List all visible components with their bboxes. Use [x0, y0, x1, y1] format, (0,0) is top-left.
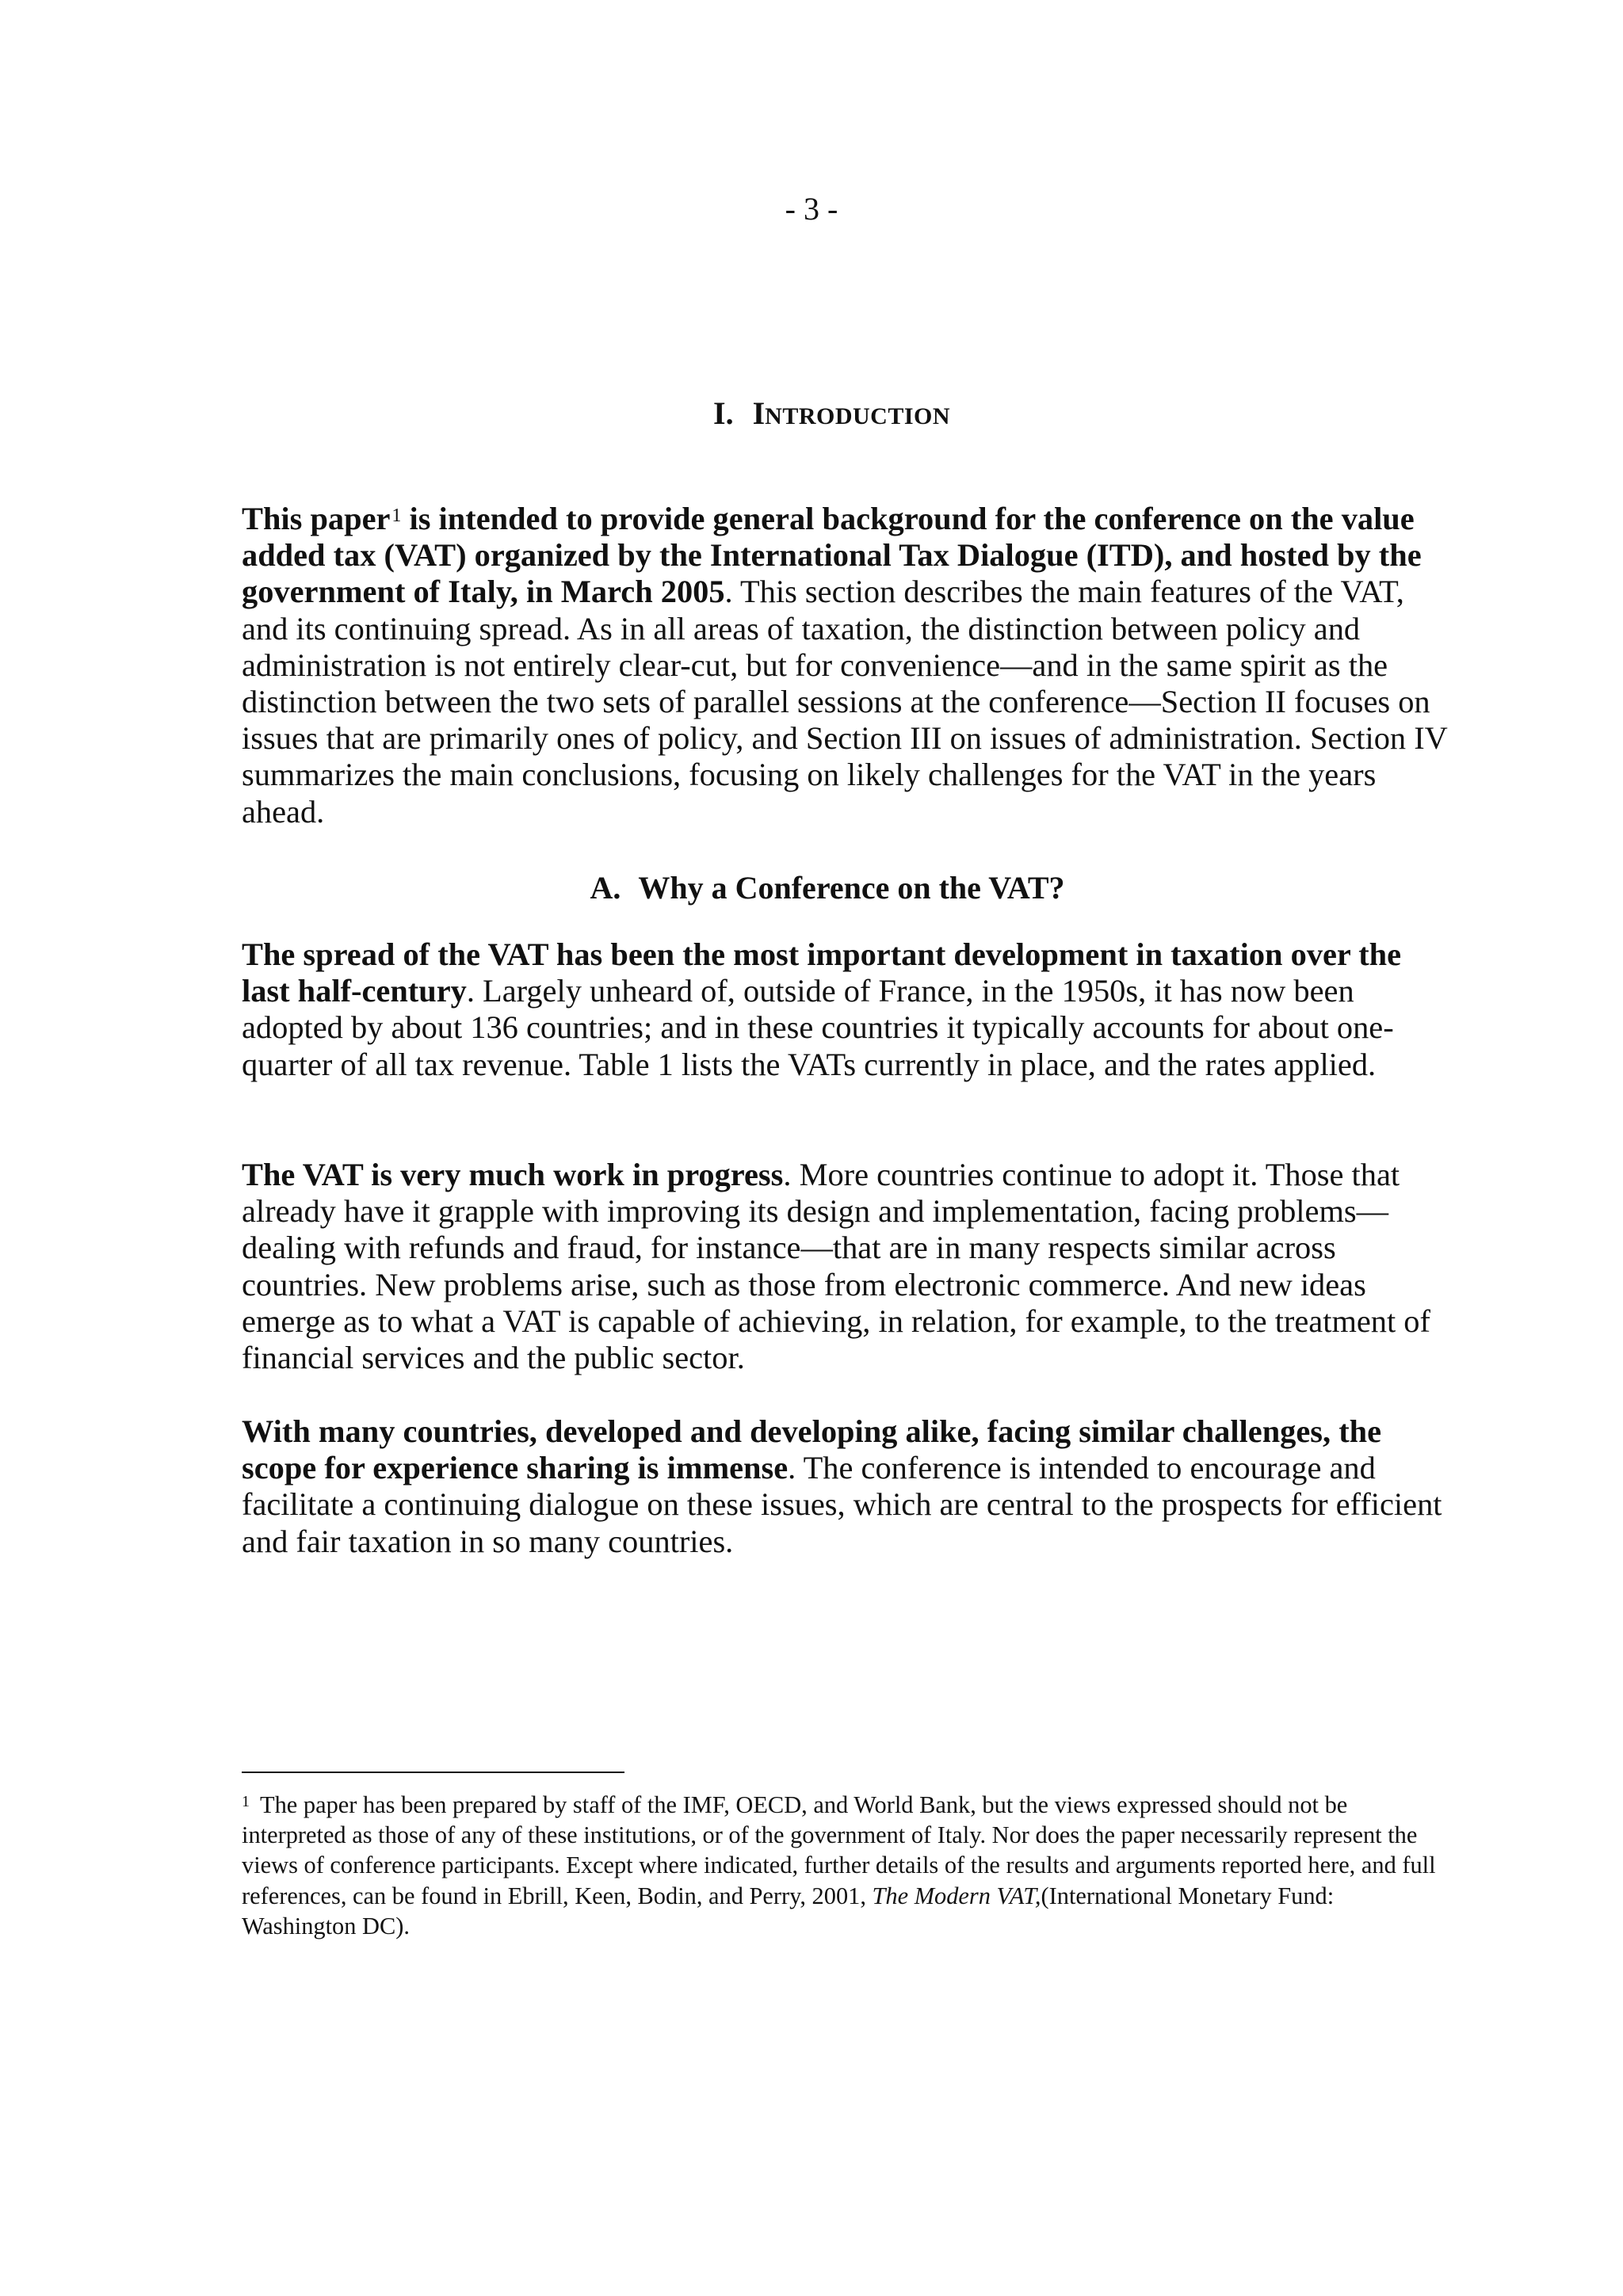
subsection-title: Why a Conference on the VAT?	[638, 870, 1065, 906]
paragraph-body: . More countries continue to adopt it. Those that already have it grapple with improving its design and implementation, facing problems—dealing with refunds and fraud, for instance—that are in many respects similar across countries. New problems arise, such as those from electronic commerce. And new ideas emerge as to what a VAT is capable of achieving, in relation, for example, to the treatment of financial services and the public sector.	[242, 1157, 1430, 1376]
paragraph-lead: With many countries, developed and developing alike, facing similar challenges, the scope for experience sharing is immense	[242, 1413, 1382, 1486]
subsection-heading	[0, 869, 1623, 906]
footnote-reference[interactable]: 1	[391, 505, 402, 526]
paragraph-lead: The VAT is very much work in progress	[242, 1157, 784, 1192]
paragraph-lead: The spread of the VAT has been the most important development in taxation over the last half-century	[242, 936, 1402, 1009]
paragraph-work-in-progress	[242, 1157, 1448, 1376]
footnote-publisher: (International Monetary Fund: Washington DC).	[242, 1882, 1335, 1939]
section-number: I.	[713, 395, 734, 431]
paragraph-experience-sharing	[242, 1413, 1448, 1560]
paragraph-spread-of-vat	[242, 936, 1448, 1083]
page-number: - 3 -	[785, 191, 838, 227]
section-heading	[713, 395, 950, 432]
footnote-book-title: The Modern VAT,	[872, 1882, 1041, 1909]
intro-bold-lead-b: is intended to provide general background for the conference on the value added tax (VAT) organized by the International Tax Dialogue (ITD), and hosted by the government of Italy, in March 2005	[242, 501, 1422, 610]
section-title-rest: NTRODUCTION	[765, 403, 951, 429]
footnote	[242, 1790, 1448, 1941]
footnote-marker: 1	[242, 1793, 250, 1810]
paragraph-body: . The conference is intended to encourage and facilitate a continuing dialogue on these issues, which are central to the prospects for efficient and fair taxation in so many countries.	[242, 1450, 1442, 1559]
section-title-initial: I	[752, 395, 766, 431]
subsection-letter: A.	[590, 870, 621, 906]
footnote-separator	[242, 1772, 624, 1773]
footnote-text: The paper has been prepared by staff of the IMF, OECD, and World Bank, but the views expressed should not be interpreted as those of any of these institutions, or of the government of Italy. Nor does the paper necessarily represent the views of conference participants. Except where indicated, further details of the results and arguments reported here, and full references, can be found in Ebrill, Keen, Bodin, and Perry, 2001,	[242, 1791, 1436, 1909]
intro-bold-lead-a: This paper	[242, 501, 391, 536]
paragraph-body: . Largely unheard of, outside of France, in the 1950s, it has now been adopted by about 136 countries; and in these countries it typically accounts for about one-quarter of all tax revenue. Table 1 lists the VATs currently in place, and the rates applied.	[242, 973, 1394, 1082]
intro-body: . This section describes the main features of the VAT, and its continuing spread. As in all areas of taxation, the distinction between policy and administration is not entirely clear-cut, but for convenience—and in the same spirit as the distinction between the two sets of parallel sessions at the conference—Section II focuses on issues that are primarily ones of policy, and Section III on issues of administration. Section IV summarizes the main conclusions, focusing on likely challenges for the VAT in the years ahead.	[242, 574, 1448, 830]
intro-paragraph	[242, 501, 1448, 830]
